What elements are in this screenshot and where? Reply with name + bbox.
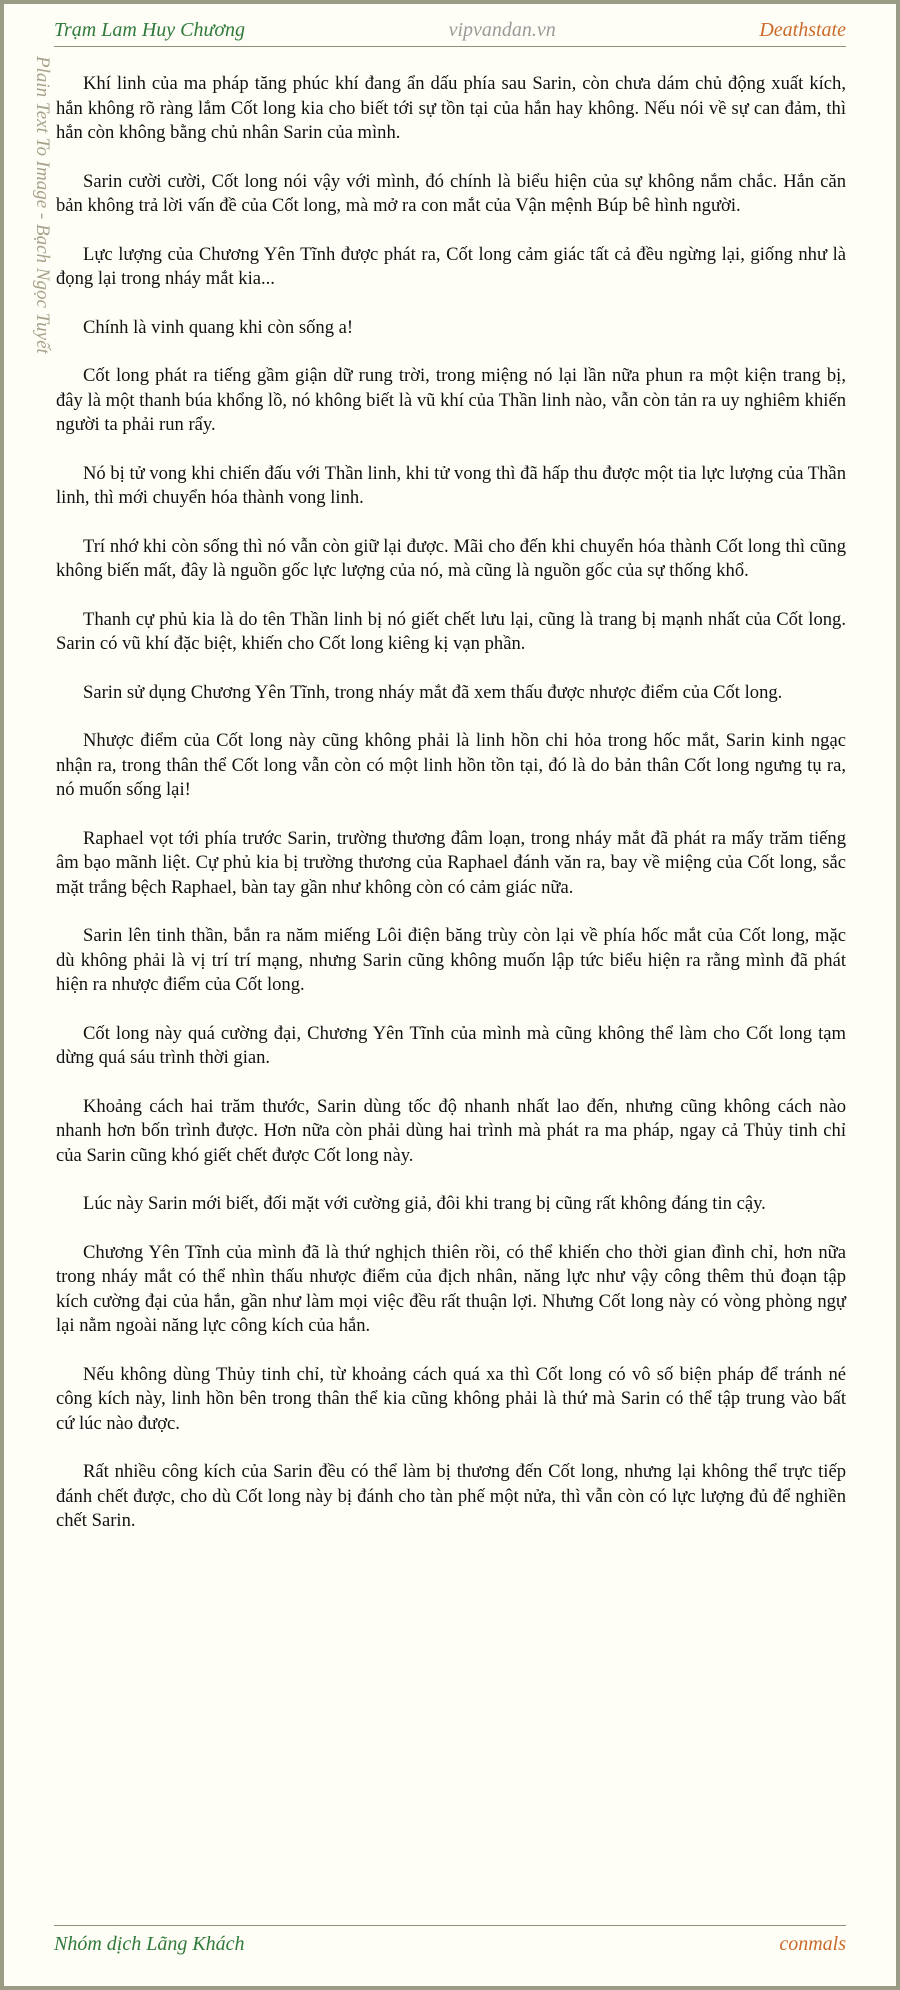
paragraph: Nếu không dùng Thủy tinh chỉ, từ khoảng cách quá xa thì Cốt long có vô số biện pháp để tránh né công kích này, linh hồn bên trong thân thể kia cũng không phải là thứ mà Sarin có thể tập trung vào bất cứ lúc nào được. — [56, 1363, 846, 1434]
paragraph: Cốt long phát ra tiếng gầm giận dữ rung trời, trong miệng nó lại lần nữa phun ra một kiện trang bị, đây là một thanh búa khổng lồ, nó không biết là vũ khí của Thần linh nào, vẫn còn tản ra uy nghiêm khiến người ta phải run rẩy. — [56, 365, 846, 435]
footer-editor: conmals — [779, 1932, 846, 1955]
paragraph: Thanh cự phủ kia là do tên Thần linh bị nó giết chết lưu lại, cũng là trang bị mạnh nhất của Cốt long. Sarin có vũ khí đặc biệt, khiến cho Cốt long kiêng kị vạn phần. — [56, 608, 846, 654]
paragraph: Sarin sử dụng Chương Yên Tĩnh, trong nháy mắt đã xem thấu được nhược điểm của Cốt long. — [83, 681, 783, 703]
paragraph: Sarin cười cười, Cốt long nói vậy với mình, đó chính là biểu hiện của sự không nắm chắc. Hắn căn bản không trả lời vấn đề của Cốt long, mà mở ra con mắt của Vận mệnh Búp bê hình người. — [56, 170, 846, 216]
paragraph: Nó bị tử vong khi chiến đấu với Thần linh, khi tử vong thì đã hấp thu được một tia lực lượng của Thần linh, thì mới chuyển hóa thành vong linh. — [56, 462, 846, 508]
story-text — [56, 72, 846, 1558]
paragraph: Sarin lên tinh thần, bắn ra năm miếng Lôi điện băng trùy còn lại về phía hốc mắt của Cốt long, mặc dù không phải là vị trí trí mạng, nhưng Sarin cũng không muốn lập tức biểu hiện ra rằng mình đã phát hiện ra nhược điểm của Cốt long. — [56, 925, 846, 995]
sidebar-watermark-text: Plain Text To Image - Bạch Ngọc Tuyết — [32, 56, 53, 354]
paragraph: Lúc này Sarin mới biết, đối mặt với cường giả, đôi khi trang bị cũng rất không đáng tin cậy. — [83, 1193, 766, 1214]
header-url: vipvandan.vn — [448, 19, 556, 41]
footer-translator-group: Nhóm dịch Lãng Khách — [54, 1932, 245, 1955]
header-site-name: Trạm Lam Huy Chương — [54, 19, 246, 41]
paragraph: Nhược điểm của Cốt long này cũng không phải là linh hồn chi hỏa trong hốc mắt, Sarin kinh ngạc nhận ra, trong thân thể Cốt long vẫn còn có một linh hồn tồn tại, đó là do bản thân Cốt long ngưng tụ ra, nó muốn sống lại! — [56, 730, 846, 800]
paragraph: Trí nhớ khi còn sống thì nó vẫn còn giữ lại được. Mãi cho đến khi chuyển hóa thành Cốt long thì cũng không biến mất, đây là nguồn gốc lực lượng của nó, mà cũng là nguồn gốc của sự thống khổ. — [56, 535, 846, 581]
paragraph: Khí linh của ma pháp tăng phúc khí đang ẩn dấu phía sau Sarin, còn chưa dám chủ động xuất kích, hắn không rõ ràng lắm Cốt long kia cho biết tới sự tồn tại của hắn hay không. Nếu nói về sự can đảm, thì hắn còn không bằng chủ nhân Sarin của mình. — [56, 73, 846, 143]
paragraph: Khoảng cách hai trăm thước, Sarin dùng tốc độ nhanh nhất lao đến, nhưng cũng không cách nào nhanh hơn bốn trình được. Hơn nữa còn phải dùng hai trình mà phát ra ma pháp, ngay cả Thủy tinh chỉ của Sarin cũng khó giết chết được Cốt long này. — [56, 1095, 846, 1166]
page-header — [54, 12, 846, 47]
page-footer — [54, 1925, 846, 1966]
paragraph: Chính là vinh quang khi còn sống a! — [83, 316, 354, 338]
paragraph: Cốt long này quá cường đại, Chương Yên Tĩnh của mình mà cũng không thể làm cho Cốt long tạm dừng quá sáu trình thời gian. — [56, 1022, 846, 1068]
paragraph: Raphael vọt tới phía trước Sarin, trường thương đâm loạn, trong nháy mắt đã phát ra mấy trăm tiếng âm bạo mãnh liệt. Cự phủ kia bị trường thương của Raphael đánh văn ra, bay về miệng của Cốt long, sắc mặt trắng bệch Raphael, bàn tay gần như không còn có cảm giác nữa. — [56, 827, 846, 898]
paragraph: Lực lượng của Chương Yên Tĩnh được phát ra, Cốt long cảm giác tất cả đều ngừng lại, giống như là đọng lại trong nháy mắt kia... — [56, 243, 846, 289]
paragraph: Rất nhiều công kích của Sarin đều có thể làm bị thương đến Cốt long, nhưng lại không thể trực tiếp đánh chết được, cho dù Cốt long này bị đánh cho tàn phế một nửa, thì vẫn còn có lực lượng đủ để nghiền chết Sarin. — [56, 1461, 846, 1531]
paragraph: Chương Yên Tĩnh của mình đã là thứ nghịch thiên rồi, có thể khiến cho thời gian đình chỉ, hơn nữa trong nháy mắt có thể nhìn thấu nhược điểm của địch nhân, năng lực như vậy công thêm thủ đoạn tập kích cường đại của hắn, gần như làm mọi việc đều rất thuận lợi. Nhưng Cốt long này có vòng phòng ngự lại nằm ngoài năng lực công kích của hắn. — [56, 1241, 846, 1336]
header-author: Deathstate — [759, 19, 846, 41]
